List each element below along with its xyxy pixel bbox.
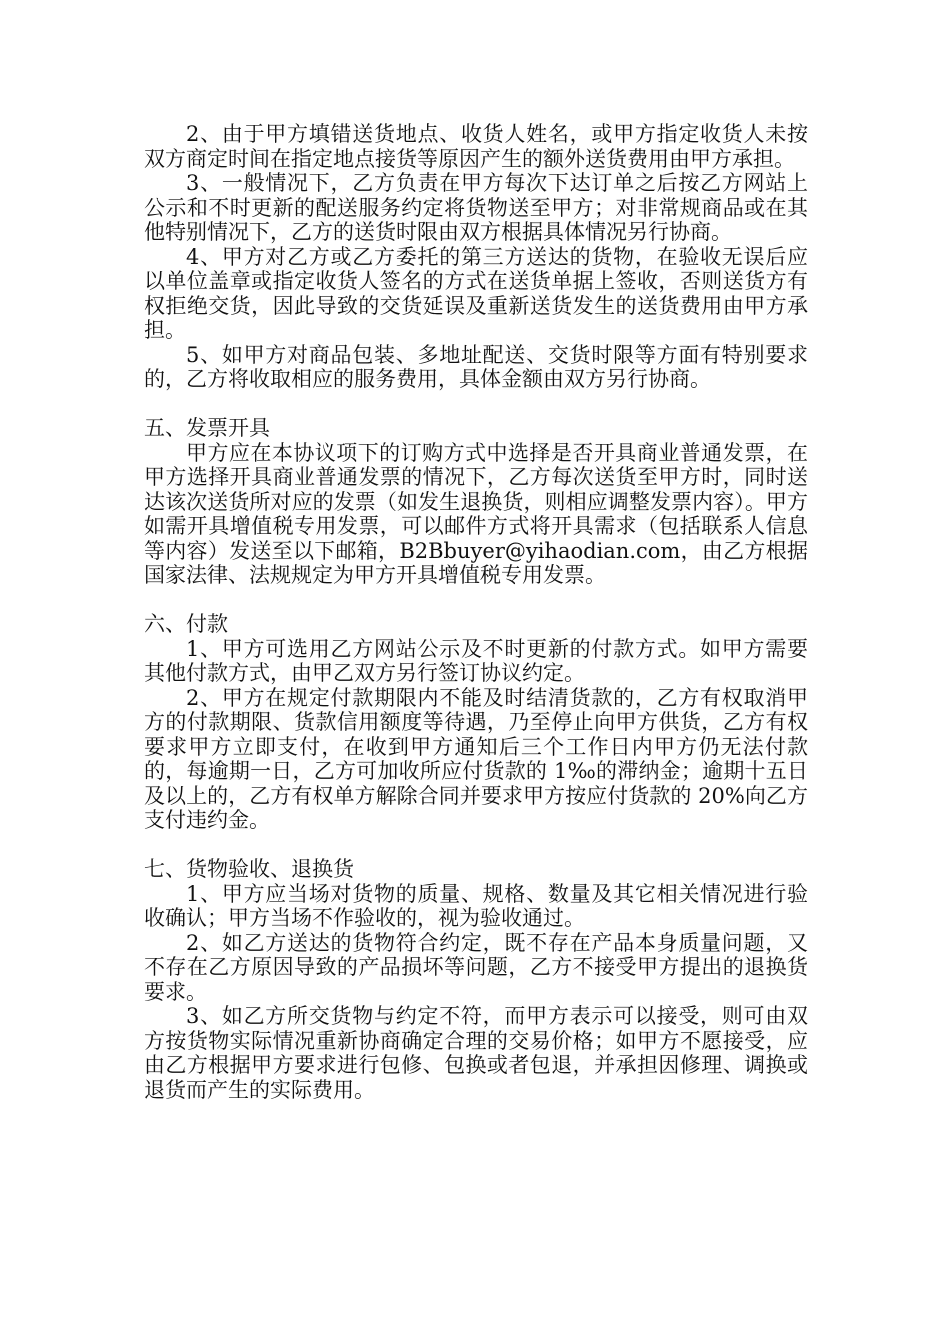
document-page — [144, 122, 808, 1102]
inspection-clause-2: 2、如乙方送达的货物符合约定，既不存在产品本身质量问题，又不存在乙方原因导致的产品损坏等问题，乙方不接受甲方提出的退换货要求。 — [144, 930, 808, 1004]
invoice-heading: 五、发票开具 — [144, 416, 270, 440]
inspection-heading: 七、货物验收、退换货 — [144, 857, 354, 881]
inspection-clause-1: 1、甲方应当场对货物的质量、规格、数量及其它相关情况进行验收确认；甲方当场不作验收的，视为验收通过。 — [144, 881, 808, 930]
section-spacer — [144, 833, 808, 858]
inspection-clause-3: 3、如乙方所交货物与约定不符，而甲方表示可以接受，则可由双方按货物实际情况重新协商确定合理的交易价格；如甲方不愿接受，应由乙方根据甲方要求进行包修、包换或者包退，并承担因修理、调换或退货而产生的实际费用。 — [144, 1004, 808, 1102]
delivery-clause-2: 2、由于甲方填错送货地点、收货人姓名，或甲方指定收货人未按双方商定时间在指定地点接货等原因产生的额外送货费用由甲方承担。 — [144, 122, 808, 171]
section-spacer — [144, 588, 808, 613]
delivery-clause-5: 5、如甲方对商品包装、多地址配送、交货时限等方面有特别要求的，乙方将收取相应的服务费用，具体金额由双方另行协商。 — [144, 342, 808, 391]
section-spacer — [144, 392, 808, 417]
delivery-clause-3: 3、一般情况下，乙方负责在甲方每次下达订单之后按乙方网站上公示和不时更新的配送服务约定将货物送至甲方；对非常规商品或在其他特别情况下，乙方的送货时限由双方根据具体情况另行协商。 — [144, 171, 808, 244]
invoice-body: 甲方应在本协议项下的订购方式中选择是否开具商业普通发票，在甲方选择开具商业普通发票的情况下，乙方每次送货至甲方时，同时送达该次送货所对应的发票（如发生退换货，则相应调整发票内容）。甲方如需开具增值税专用发票，可以邮件方式将开具需求（包括联系人信息等内容）发送至以下邮箱，B2Bbuyer@yihaodian.com，由乙方根据国家法律、法规规定为甲方开具增值税专用发票。 — [144, 440, 808, 587]
payment-heading: 六、付款 — [144, 612, 228, 636]
delivery-clause-4: 4、甲方对乙方或乙方委托的第三方送达的货物，在验收无误后应以单位盖章或指定收货人签名的方式在送货单据上签收，否则送货方有权拒绝交货，因此导致的交货延误及重新送货发生的送货费用由甲方承担。 — [144, 244, 808, 342]
payment-clause-1: 1、甲方可选用乙方网站公示及不时更新的付款方式。如甲方需要其他付款方式，由甲乙双方另行签订协议约定。 — [144, 636, 808, 685]
payment-clause-2: 2、甲方在规定付款期限内不能及时结清货款的，乙方有权取消甲方的付款期限、货款信用额度等待遇，乃至停止向甲方供货，乙方有权要求甲方立即支付，在收到甲方通知后三个工作日内甲方仍无法付款的，每逾期一日，乙方可加收所应付货款的 1‰的滞纳金；逾期十五日及以上的，乙方有权单方解除合同并要求甲方按应付货款的 20%向乙方支付违约金。 — [144, 685, 808, 832]
